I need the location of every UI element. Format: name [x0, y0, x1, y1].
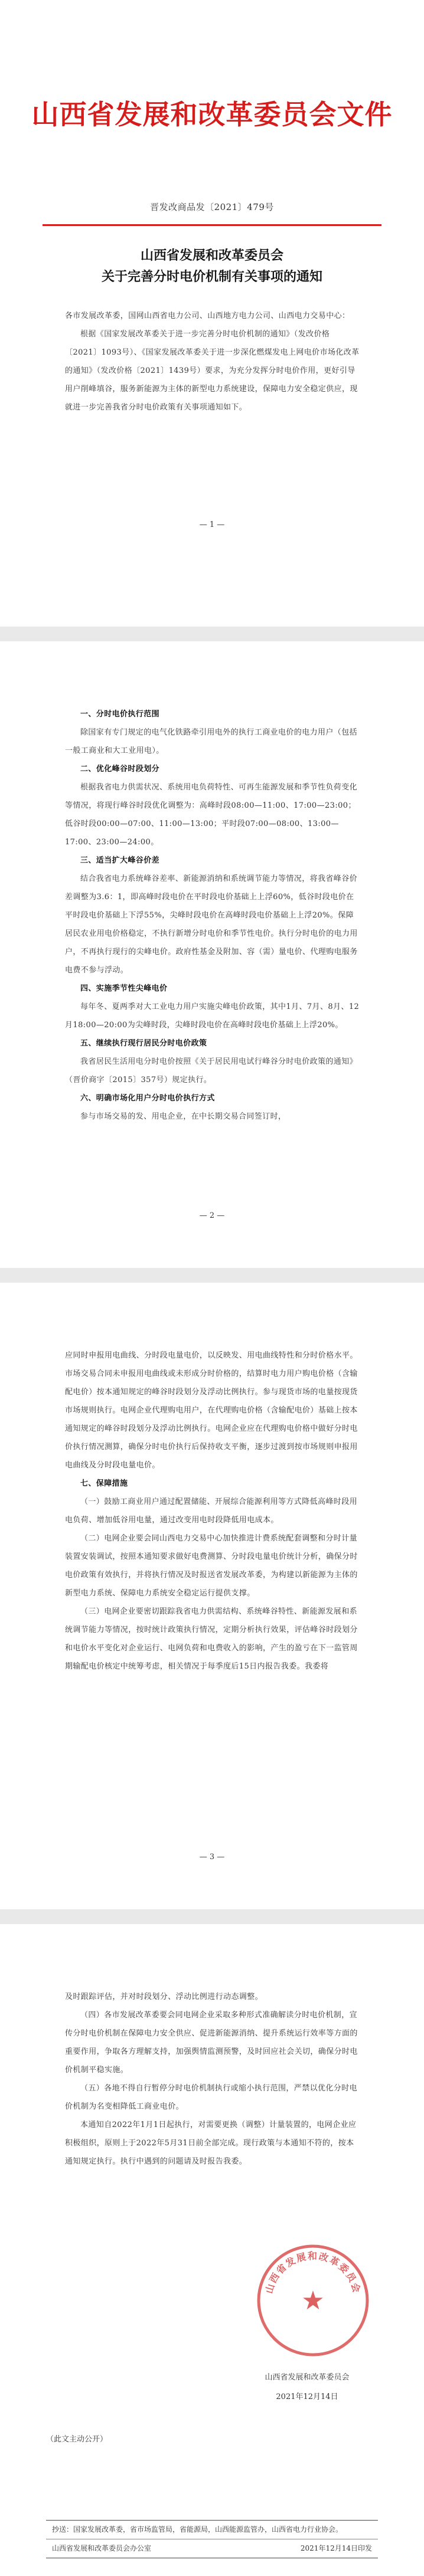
page-4-body [65, 1988, 360, 2171]
addressee: 各市发展改革委，国网山西省电力公司、山西地方电力公司、山西电力交易中心： [65, 312, 350, 320]
signing-organization: 山西省发展和改革委员会 [265, 2373, 350, 2382]
red-divider [43, 224, 381, 226]
section-heading: 一、分时电价执行范围 [80, 710, 160, 719]
page-4 [0, 1924, 424, 2576]
cc-recipients: 抄送：国家发展改革委，省市场监管局，省能源局，山西能源监管办，山西省电力行业协会。 [52, 2525, 343, 2534]
paragraph: （三）电网企业要密切跟踪我省电力供需结构、系统峰谷特性、新能源发展和系统调节能力等情况，按时统计政策执行情况，定期分析执行效果，评估峰谷时段划分和电价水平变化对企业运行、电网负荷和电费收入的影响，产生的盈亏在下一监管周期输配电价核定中统筹考虑，相关情况于每季度后15日内报告我委。我委将 [65, 1607, 358, 1671]
paragraph: 本通知自2022年1月1日起执行，对需要更换（调整）计量装置的，电网企业应积极组织，原则上于2022年5月31日前全部完成。现行政策与本通知不符的，按本通知规定执行。执行中遇到的问题请及时报告我委。 [65, 2121, 357, 2166]
print-date: 2021年12月14日印发 [300, 2544, 372, 2552]
page-3-body [65, 1346, 360, 1676]
page-2 [0, 641, 424, 1268]
preamble: 根据《国家发展改革委关于进一步完善分时电价机制的通知》（发改价格〔2021〕1093号）、《国家发展改革委关于进一步深化燃煤发电上网电价市场化改革的通知》（发改价格〔2021〕1439号）要求，为充分发挥分时电价作用，更好引导用户削峰填谷，服务新能源为主体的新型电力系统建设，保障电力安全稳定供应，现就进一步完善我省分时电价政策有关事项通知如下。 [65, 330, 360, 412]
official-seal-icon [254, 2241, 372, 2359]
page-3 [0, 1283, 424, 1909]
page-1-body [65, 307, 360, 417]
issuer-title: 山西省发展和改革委员会文件 [31, 99, 393, 130]
page-number: — 2 — [199, 1211, 225, 1220]
paragraph: 及时跟踪评估，并对时段划分、浮动比例进行动态调整。 [65, 1992, 263, 2001]
paragraph: 结合我省电力系统峰谷差率、新能源消纳和系统调节能力等情况，将我省峰谷价差调整为3.6：1，即高峰时段电价在平时段电价基础上上浮60%，低谷时段电价在平时段电价基础上下浮55%，尖峰时段电价在高峰时段电价基础上上浮20%。保障居民农业用电价格稳定，不执行新增分时电价和季节性电价。执行分时电价的电力用户，不再执行现行的尖峰电价。政府性基金及附加、容（需）量电价、代理购电服务电费不参与浮动。 [65, 874, 358, 975]
disclosure-note: （此文主动公开） [46, 2435, 108, 2444]
document-number: 晋发改商品发〔2021〕479号 [150, 202, 274, 212]
page-1 [0, 0, 424, 627]
print-info [46, 2539, 378, 2558]
paragraph: （一）鼓励工商业用户通过配置储能、开展综合能源利用等方式降低高峰时段用电负荷、增加低谷用电量，通过改变用电时段降低用电成本。 [65, 1497, 358, 1525]
section-heading: 六、明确市场化用户分时电价执行方式 [80, 1094, 215, 1103]
paragraph: 每年冬、夏两季对大工业电力用户实施尖峰电价政策，其中1月、7月、8月、12月18:00—20:00为尖峰时段，尖峰时段电价在高峰时段电价基础上上浮20%。 [65, 1002, 360, 1030]
paragraph: 除国家有专门规定的电气化铁路牵引用电外的执行工商业电价的电力用户（包括一般工商业和大工业用电）。 [65, 728, 358, 755]
section-heading: 七、保障措施 [80, 1479, 128, 1488]
signing-date: 2021年12月14日 [276, 2393, 338, 2401]
section-heading: 三、适当扩大峰谷价差 [80, 856, 160, 865]
page-number: — 3 — [199, 1853, 225, 1861]
cc-footer [46, 2520, 378, 2558]
paragraph: 应同时申报用电曲线、分时段电量电价，以反映发、用电曲线特性和分时价格水平。市场交易合同未申报用电曲线或未形成分时价格的，结算时电力用户购电价格（含输配电价）按本通知规定的峰谷时段划分及浮动比例执行。参与现货市场的电量按现货市场规则执行。电网企业代理购电用户，在代理购电价格（含输配电价）基础上按本通知规定的峰谷时段划分及浮动比例执行。电网企业应在代理购电价格中做好分时电价执行情况测算，确保分时电价执行后保持收支平衡，逐步过渡到按市场规则申报用电曲线及分时段电量电价。 [65, 1351, 358, 1470]
notice-title-line-1: 山西省发展和改革委员会 [140, 248, 283, 263]
page-number: — 1 — [199, 520, 225, 529]
page-2-body [65, 705, 360, 1126]
paragraph: 根据我省电力供需状况、系统用电负荷特性、可再生能源发展和季节性负荷变化等情况，将现行峰谷时段优化调整为：高峰时段08:00—11:00、17:00—23:00；低谷时段00:00—07:00、11:00—13:00；平时段07:00—08:00、13:00—17:00、23:00—24:00。 [65, 783, 358, 847]
section-heading: 四、实施季节性尖峰电价 [80, 984, 168, 993]
section-heading: 五、继续执行现行居民分时电价政策 [80, 1039, 207, 1048]
paragraph: （四）各市发展改革委要会同电网企业采取多种形式准确解读分时电价机制，宣传分时电价机制在保障电力安全供应、促进新能源消纳、提升系统运行效率等方面的重要作用，争取各方理解支持，加强舆情监测预警，及时回应社会关切，确保分时电价机制平稳实施。 [65, 2011, 358, 2074]
paragraph: （五）各地不得自行暂停分时电价机制执行或缩小执行范围，严禁以优化分时电价机制为名变相降低工商业电价。 [65, 2084, 358, 2111]
print-org: 山西省发展和改革委员会办公室 [52, 2544, 152, 2552]
svg-text:山西省发展和改革委员会: 山西省发展和改革委员会 [263, 2250, 363, 2295]
notice-title-line-2: 关于完善分时电价机制有关事项的通知 [101, 269, 322, 284]
section-heading: 二、优化峰谷时段划分 [80, 765, 160, 774]
paragraph: 参与市场交易的发、用电企业，在中长期交易合同签订时， [80, 1112, 286, 1121]
paragraph: （二）电网企业要会同山西电力交易中心加快推进计费系统配套调整和分时计量装置安装调试，按照本通知要求做好电费测算、分时段电量电价统计分析，确保分时电价政策有效执行，并将执行情况及时报送省发展改革委，为构建以新能源为主体的新型电力系统、保障电力系统安全稳定运行提供支撑。 [65, 1534, 358, 1598]
paragraph: 我省居民生活用电分时电价按照《关于居民用电试行峰谷分时电价政策的通知》（晋价商字〔2015〕357号）规定执行。 [65, 1057, 358, 1084]
svg-text:★: ★ [301, 2286, 325, 2316]
